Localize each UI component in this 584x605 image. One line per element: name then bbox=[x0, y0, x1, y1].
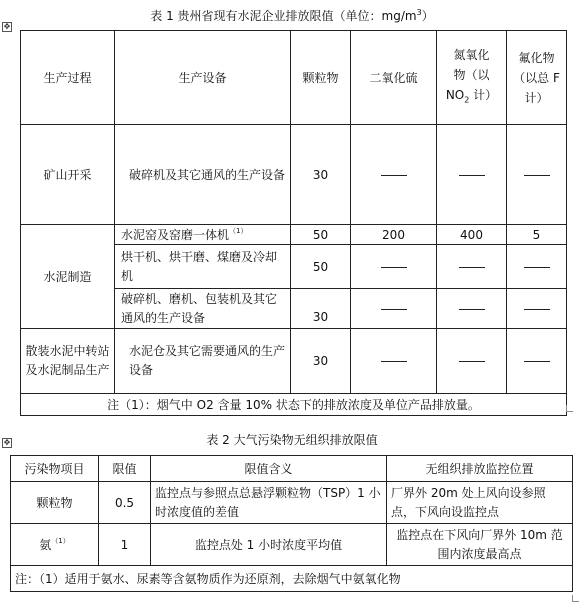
table1-note: 注（1）：烟气中 O2 含量 10% 状态下的排放浓度及单位产品排放量。 bbox=[21, 394, 567, 416]
cell-so2 bbox=[351, 289, 437, 329]
cell-so2: 200 bbox=[351, 225, 437, 245]
dash-mark bbox=[381, 175, 407, 176]
dash-mark bbox=[459, 267, 485, 268]
cell-limit: 1 bbox=[99, 524, 151, 566]
cell-equipment: 烘干机、烘干磨、煤磨及冷却机 bbox=[115, 245, 291, 289]
cell-location: 厂界外 20m 处上风向设参照点，下风向设监控点 bbox=[387, 482, 573, 524]
header-location: 无组织排放监控位置 bbox=[387, 456, 573, 482]
cell-nox: 400 bbox=[437, 225, 507, 245]
dash-mark bbox=[524, 175, 550, 176]
cell-location: 监控点在下风向厂界外 10m 范围内浓度最高点 bbox=[387, 524, 573, 566]
cell-particulate: 50 bbox=[291, 245, 351, 289]
cell-nox bbox=[437, 289, 507, 329]
dash-mark bbox=[459, 175, 485, 176]
cell-meaning: 监控点与参照点总悬浮颗粒物（TSP）1 小时浓度值的差值 bbox=[151, 482, 387, 524]
cell-particulate: 30 bbox=[291, 329, 351, 394]
cell-so2 bbox=[351, 329, 437, 394]
header-nox: 氮氧化 物（以 $NO_2$ 计） bbox=[437, 31, 507, 125]
header-process: 生产过程 bbox=[21, 31, 115, 125]
cell-pollutant: 氨$^{(1)}$ bbox=[11, 524, 99, 566]
header-limit: 限值 bbox=[99, 456, 151, 482]
cell-fluoride bbox=[507, 125, 567, 225]
header-fluoride: 氟化物 （以总 F 计） bbox=[507, 31, 567, 125]
table-row bbox=[11, 482, 573, 524]
table-row bbox=[21, 125, 567, 225]
header-particulate: 颗粒物 bbox=[291, 31, 351, 125]
table2-title: 表 2 大气污染物无组织排放限值 bbox=[206, 433, 378, 447]
table-row bbox=[21, 329, 567, 394]
cell-end-marker-icon bbox=[572, 595, 579, 602]
dash-mark bbox=[381, 309, 407, 310]
cell-process: 矿山开采 bbox=[21, 125, 115, 225]
cell-particulate: 30 bbox=[291, 289, 351, 329]
table1-title: 表 1 贵州省现有水泥企业排放限值（单位：$mg/m^3$） bbox=[150, 8, 434, 23]
cell-fluoride: 5 bbox=[507, 225, 567, 245]
table2 bbox=[10, 455, 573, 592]
cell-limit: 0.5 bbox=[99, 482, 151, 524]
cell-equipment: 水泥窑及窑磨一体机$^{(1)}$ bbox=[115, 225, 291, 245]
header-pollutant: 污染物项目 bbox=[11, 456, 99, 482]
table-row bbox=[21, 225, 567, 245]
dash-mark bbox=[381, 361, 407, 362]
cell-fluoride bbox=[507, 329, 567, 394]
cell-process: 散装水泥中转站及水泥制品生产 bbox=[21, 329, 115, 394]
dash-mark bbox=[524, 267, 550, 268]
table2-note-row bbox=[11, 566, 573, 592]
header-meaning: 限值含义 bbox=[151, 456, 387, 482]
cell-pollutant: 颗粒物 bbox=[11, 482, 99, 524]
cell-nox bbox=[437, 329, 507, 394]
table2-header-row bbox=[11, 456, 573, 482]
dash-mark bbox=[524, 361, 550, 362]
table1-note-row bbox=[21, 394, 567, 416]
header-so2: 二氧化硫 bbox=[351, 31, 437, 125]
cell-particulate: 30 bbox=[291, 125, 351, 225]
header-equipment: 生产设备 bbox=[115, 31, 291, 125]
cell-so2 bbox=[351, 245, 437, 289]
table-row bbox=[11, 524, 573, 566]
table2-note: 注：（1）适用于氨水、尿素等含氨物质作为还原剂，去除烟气中氨氧化物 bbox=[11, 566, 573, 592]
cell-process: 水泥制造 bbox=[21, 225, 115, 329]
dash-mark bbox=[459, 309, 485, 310]
table1-header-row bbox=[21, 31, 567, 125]
cell-fluoride bbox=[507, 289, 567, 329]
table-move-handle-icon[interactable]: ✥ bbox=[3, 22, 11, 31]
dash-mark bbox=[459, 361, 485, 362]
cell-fluoride bbox=[507, 245, 567, 289]
cell-equipment: 破碎机及其它通风的生产设备 bbox=[115, 125, 291, 225]
table-move-handle-icon[interactable]: ✥ bbox=[3, 438, 11, 447]
cell-particulate: 50 bbox=[291, 225, 351, 245]
cell-meaning: 监控点处 1 小时浓度平均值 bbox=[151, 524, 387, 566]
cell-nox bbox=[437, 245, 507, 289]
table1 bbox=[20, 30, 567, 416]
cell-nox bbox=[437, 125, 507, 225]
dash-mark bbox=[524, 309, 550, 310]
cell-equipment: 破碎机、磨机、包装机及其它通风的生产设备 bbox=[115, 289, 291, 329]
cell-end-marker-icon bbox=[566, 405, 573, 412]
cell-equipment: 水泥仓及其它需要通风的生产设备 bbox=[115, 329, 291, 394]
dash-mark bbox=[381, 267, 407, 268]
cell-so2 bbox=[351, 125, 437, 225]
